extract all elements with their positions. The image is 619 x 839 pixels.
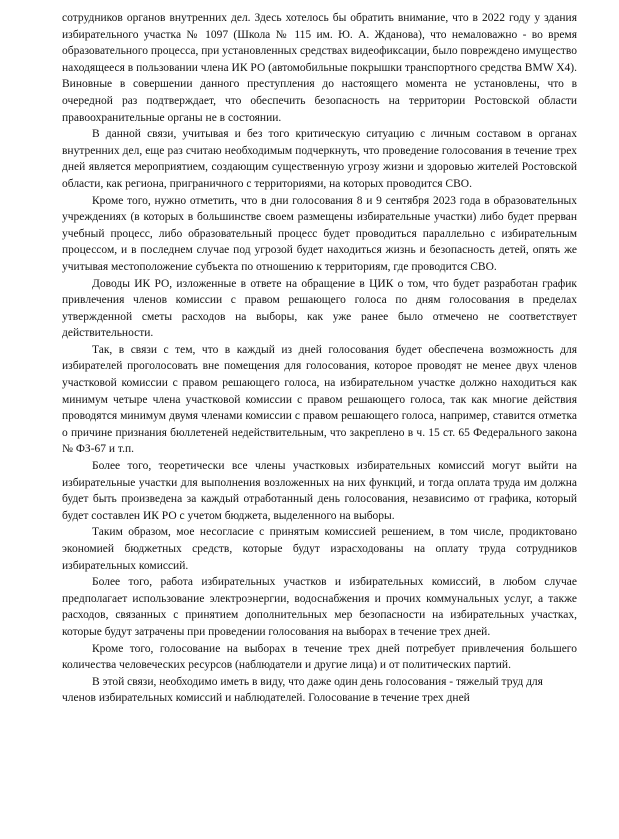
paragraph-8: Кроме того, голосование на выборах в течение трех дней потребует привлечения большего количества человеческих ресурсов (наблюдатели и другие лица) и от политических партий. <box>62 642 577 672</box>
paragraph-6: Таким образом, мое несогласие с принятым комиссией решением, в том числе, продиктовано экономией бюджетных средств, которые будут израсходованы на оплату труда сотрудников избирательных комиссий. <box>62 526 577 572</box>
paragraph-2: Кроме того, нужно отметить, что в дни голосования 8 и 9 сентября 2023 года в образовательных учреждениях (в которых в большинстве своем размещены избирательные участки) либо будет прерван учебный процесс, либо образовательный процесс будет проводиться параллельно с избирательным процессом, и в последнем случае под угрозой будет находиться жизнь и безопасность детей, опять же учитывая местоположение субъекта по отношению к территориям, где проводится СВО. <box>62 194 577 273</box>
paragraph-9: В этой связи, необходимо иметь в виду, что даже один день голосования - тяжелый труд для членов избирательных комиссий и наблюдателей. Голосование в течение трех дней <box>62 675 543 705</box>
paragraph-1: В данной связи, учитывая и без того критическую ситуацию с личным составом в органах внутренних дел, еще раз считаю необходимым подчеркнуть, что проведение голосования в течение трех дней является мероприятием, создающим существенную угрозу жизни и здоровью жителей Ростовской области, как региона, приграничного с территориями, на которых проводится СВО. <box>62 128 577 190</box>
paragraph-4: Так, в связи с тем, что в каждый из дней голосования будет обеспечена возможность для избирателей проголосовать вне помещения для голосования, которое проводят не менее двух членов участковой комиссии с правом решающего голоса, на избирательном участке должно находиться как минимум четыре члена участковой комиссии с правом решающего голоса, так как многие действия проводятся минимум двумя членами комиссии с правом решающего голоса, например, ставится отметка о причине признания бюллетеней недействительным, что закреплено в ч. 15 ст. 65 Федерального закона № ФЗ-67 и т.п. <box>62 343 577 456</box>
paragraph-7: Более того, работа избирательных участков и избирательных комиссий, в любом случае предполагает использование электроэнергии, водоснабжения и прочих коммунальных услуг, а также расходов, связанных с принятием дополнительных мер безопасности на избирательных участках, которые будут затрачены при проведении голосования на выборах в течение трех дней. <box>62 576 577 638</box>
paragraph-0: сотрудников органов внутренних дел. Здесь хотелось бы обратить внимание, что в 2022 году у здания избирательного участка № 1097 (Школа № 115 им. Ю. А. Жданова), что немаловажно - во время образовательного процесса, при установленных средствах видеофиксации, было повреждено имущество находящееся в пользовании члена ИК РО (автомобильные покрышки транспортного средства BMW X4). Виновные в совершении данного преступления до настоящего момента не установлены, что в очередной раз подтверждает, что обеспечить безопасность на территории Ростовской области правоохранительные органы не в состоянии. <box>62 12 578 124</box>
paragraph-5: Более того, теоретически все члены участковых избирательных комиссий могут выйти на избирательные участки для выполнения возложенных на них функций, и тогда оплата труда им должна будет быть произведена за каждый отработанный день голосования, независимо от графика, который будет составлен ИК РО с учетом бюджета, выделенного на выборы. <box>62 460 577 522</box>
paragraph-3: Доводы ИК РО, изложенные в ответе на обращение в ЦИК о том, что будет разработан график привлечения членов комиссии с правом решающего голоса по дням голосования в пределах утвержденной сметы расходов на выборы, как уже ранее было отмечено не соответствует действительности. <box>62 277 577 340</box>
